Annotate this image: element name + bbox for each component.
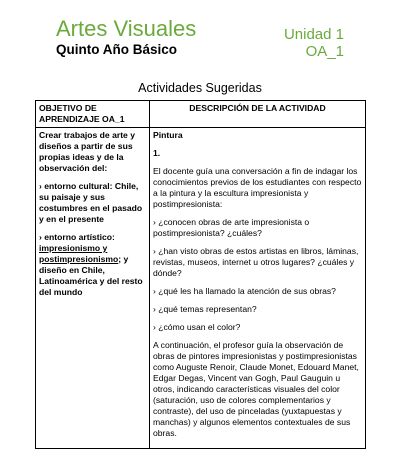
objective-item-cultural: › entorno cultural: Chile, su paisaje y sus costumbres en el pasado y en el presente [39,181,143,224]
document-title: Artes Visuales [56,16,197,41]
activity-question: › ¿cómo usan el color? [153,322,241,332]
description-cell [150,128,366,449]
activities-table [35,100,366,449]
postimpresionismo-link[interactable]: postimpresionismo [39,254,119,264]
unit-label: Unidad 1 [283,26,344,43]
activity-question: › ¿qué temas representan? [153,304,257,314]
section-title: Actividades Sugeridas [138,81,262,95]
objective-item-artistic-prefix: › entorno artístico: [39,232,115,242]
objective-header: OBJETIVO DE APRENDIZAJE OA_1 [36,101,150,128]
activity-category: Pintura [153,130,183,140]
activity-question: › ¿han visto obras de estos artistas en libros, láminas, revistas, museos, internet u otros lugares? ¿cuáles y dónde? [153,246,359,278]
table-header-row [36,101,366,128]
document-subtitle: Quinto Año Básico [56,42,177,57]
objective-item-artistic [39,232,146,298]
activity-paragraph: El docente guía una conversación a fin de indagar los conocimientos previos de los estudiantes con respecto a la pintura y la escultura impresionista y postimpresionista: [153,166,362,209]
activity-paragraph: A continuación, el profesor guía la observación de obras de pintores impresionistas y postimpresionistas como Auguste Renoir, Claude Monet, Edouard Manet, Edgar Degas, Vincent van Gogh, Paul Gauguin u otros, indicando características visuales del color (saturación, uso de colores complementarios y contraste), del uso de pinceladas (yuxtapuestas y manchas) y algunos elementos contextuales de sus obras. [153,340,359,438]
activity-number: 1. [153,148,161,158]
table-row [36,128,366,449]
activity-question: › ¿conocen obras de arte impresionista o postimpresionista? ¿cuáles? [153,217,310,238]
activity-question: › ¿qué les ha llamado la atención de sus obras? [153,286,336,296]
objective-cell [36,128,150,449]
oa-label: OA_1 [305,43,344,60]
objective-intro: Crear trabajos de arte y diseños a partir de sus propias ideas y de la observación del: [39,130,136,173]
impresionismo-link[interactable]: impresionismo y [39,243,108,253]
objective-item-artistic-suffix: ; y diseño en Chile, Latinoamérica y del resto del mundo [39,254,143,297]
description-header: DESCRIPCIÓN DE LA ACTIVIDAD [150,101,366,128]
